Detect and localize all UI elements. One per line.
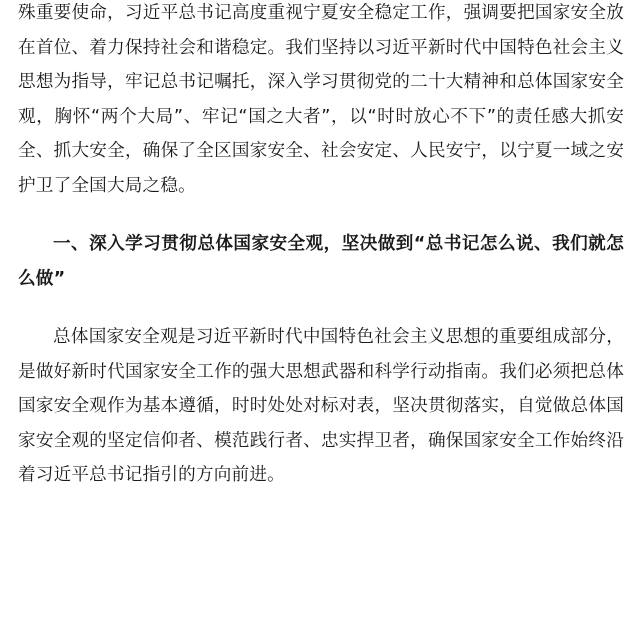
section-heading: 一、深入学习贯彻总体国家安全观，坚决做到“总书记怎么说、我们就怎么做” [18, 234, 624, 289]
article-paragraph-body: 总体国家安全观是习近平新时代中国特色社会主义思想的重要组成部分，是做好新时代国家安全工作的强大思想武器和科学行动指南。我们必须把总体国家安全观作为基本遵循，时时处处对标对表，坚决贯彻落实，自觉做总体国家安全观的坚定信仰者、模范践行者、忠实捍卫者，确保国家安全工作始终沿着习近平总书记指引的方向前进。 [18, 327, 624, 485]
paragraph-spacer [18, 296, 624, 320]
article-body [18, 0, 624, 493]
paragraph-spacer [18, 203, 624, 227]
article-paragraph-intro: 殊重要使命，习近平总书记高度重视宁夏安全稳定工作，强调要把国家安全放在首位、着力保持社会和谐稳定。我们坚持以习近平新时代中国特色社会主义思想为指导，牢记总书记嘱托，深入学习贯彻党的二十大精神和总体国家安全观，胸怀“两个大局”、牢记“国之大者”，以“时时放心不下”的责任感大抓安全、抓大安全，确保了全区国家安全、社会安定、人民安宁，以宁夏一域之安护卫了全国大局之稳。 [18, 3, 624, 196]
